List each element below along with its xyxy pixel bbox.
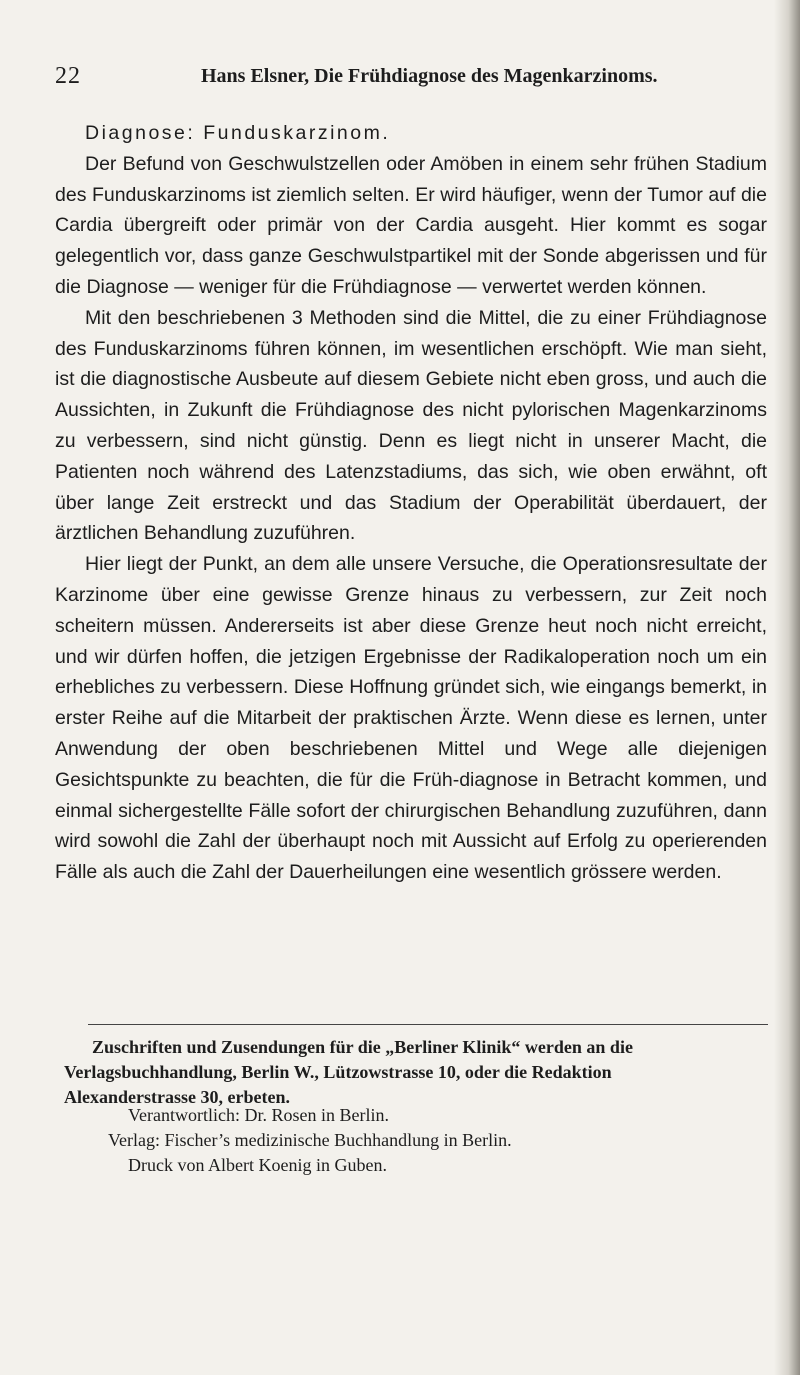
paragraph: Hier liegt der Punkt, an dem alle unsere Versuche, die Operationsresultate der Karzinome über eine gewisse Grenze hinaus zu verbessern, zur Zeit noch scheitern müssen. Andererseits ist aber diese Grenze heut noch nicht erreicht, und wir dürfen hoffen, die jetzigen Ergebnisse der Radikaloperation noch um ein erhebliches zu verbessern. Diese Hoffnung gründet sich, wie eingangs bemerkt, in erster Reihe auf die Mitarbeit der praktischen Ärzte. Wenn diese es lernen, unter Anwendung der oben beschriebenen Mittel und Wege alle diejenigen Gesichtspunkte zu beachten, die für die Früh-diagnose in Betracht kommen, und einmal sichergestellte Fälle sofort der chirurgischen Behandlung zuzuführen, dann wird sowohl die Zahl der überhaupt noch mit Aussicht auf Erfolg zu operierenden Fälle als auch die Zahl der Dauerheilungen eine wesentlich grössere werden. <box>55 553 767 884</box>
paragraph: Der Befund von Geschwulstzellen oder Amöben in einem sehr frühen Stadium des Funduskarzinoms ist ziemlich selten. Er wird häufiger, wenn der Tumor auf die Cardia übergreift oder primär von der Cardia ausgeht. Hier kommt es sogar gelegentlich vor, dass ganze Geschwulstpartikel mit der Sonde abgerissen und für die Diagnose — weniger für die Frühdiagnose — verwertet werden können. <box>55 152 767 298</box>
section-heading-text: Diagnose: Funduskarzinom. <box>85 122 391 144</box>
imprint-responsible: Verantwortlich: Dr. Rosen in Berlin. <box>128 1105 389 1125</box>
separator-rule <box>88 1024 768 1025</box>
body-text <box>55 118 767 888</box>
paragraph: Mit den beschriebenen 3 Methoden sind die Mittel, die zu einer Frühdiagnose des Funduskarzinoms führen können, im wesentlichen erschöpft. Wie man sieht, ist die diagnostische Ausbeute auf diesem Gebiete nicht eben gross, und auch die Aussichten, in Zukunft die Frühdiagnose des nicht pylorischen Magenkarzinoms zu verbessern, sind nicht günstig. Denn es liegt nicht in unserer Macht, die Patienten noch während des Latenzstadiums, das sich, wie oben erwähnt, oft über lange Zeit erstreckt und das Stadium der Operabilität überdauert, der ärztlichen Behandlung zuzuführen. <box>55 306 767 545</box>
section-heading <box>55 118 767 149</box>
imprint <box>108 1103 748 1178</box>
imprint-publisher: Verlag: Fischer’s medizinische Buchhandlung in Berlin. <box>108 1130 512 1150</box>
running-title: Hans Elsner, Die Frühdiagnose des Magenkarzinoms. <box>201 65 658 87</box>
page-header <box>55 63 755 93</box>
notice-line: Alexanderstrasse 30, erbeten. <box>64 1087 290 1107</box>
page-edge-shadow <box>774 0 800 1375</box>
notice-line: Verlagsbuchhandlung, Berlin W., Lützowstrasse 10, oder die Redaktion <box>64 1062 612 1082</box>
imprint-printer: Druck von Albert Koenig in Guben. <box>128 1155 387 1175</box>
notice-line: Zuschriften und Zusendungen für die „Berliner Klinik“ werden an die <box>92 1037 633 1057</box>
page-number: 22 <box>55 63 81 89</box>
editorial-notice <box>64 1035 776 1110</box>
